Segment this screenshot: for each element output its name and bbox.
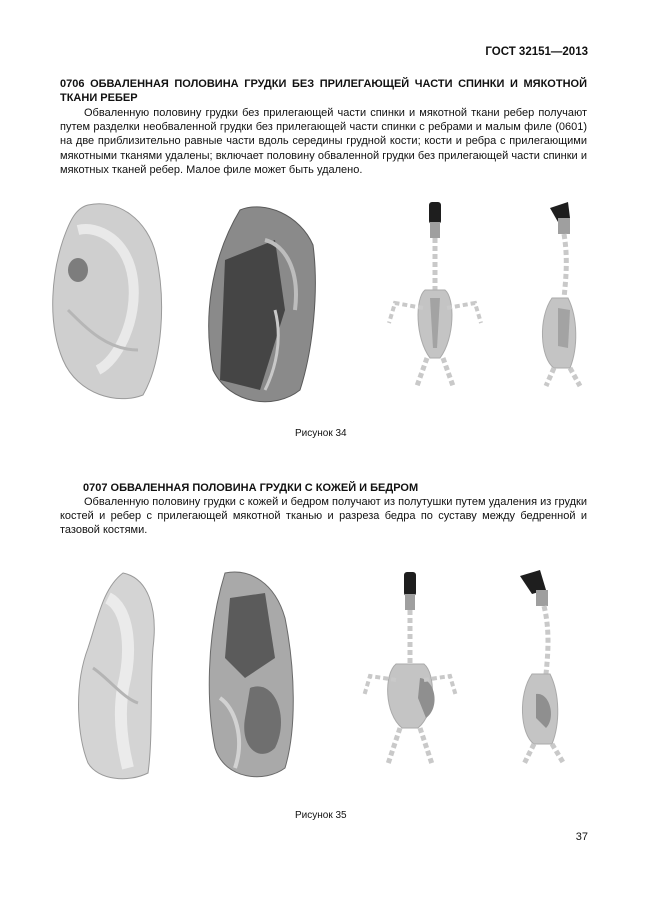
standard-header: ГОСТ 32151—2013 (485, 46, 588, 58)
page-number: 37 (575, 831, 588, 843)
section-title-0706: 0706 ОБВАЛЕННАЯ ПОЛОВИНА ГРУДКИ БЕЗ ПРИЛЕГАЮЩЕЙ ЧАСТИ СПИНКИ И МЯКОТНОЙ ТКАНИ РЕБЕР (60, 78, 587, 104)
section-body-0706: Обваленную половину грудки без прилегающей части спинки и мякотной ткани ребер получают путем разделки необваленной грудки без прилегающей части спинки с ребрами и малым филе (0601) на две приблизительно равные части вдоль середины грудной кости; кости и ребра с прилегающими мякотными тканями удалены; включает половину обваленной грудки без прилегающей части спинки и мякотных тканей ребер. Малое филе может быть удалено. (60, 107, 587, 176)
section-body-0707: Обваленную половину грудки с кожей и бедром получают из полутушки путем удаления из грудки костей и ребер с прилегающей мякотной тканью и разреза бедра по суставу между бедренной и тазовой костями. (60, 496, 587, 537)
figure-35-breast-skin-side (68, 568, 168, 783)
figure-34-breast-skin-side (48, 200, 168, 400)
figure-34-carcass-front-diagram (385, 198, 485, 388)
figure-35-carcass-side-diagram (510, 568, 580, 768)
figure-34-caption: Рисунок 34 (295, 428, 347, 439)
figure-34-carcass-side-diagram (530, 198, 600, 388)
figure-35-caption: Рисунок 35 (295, 810, 347, 821)
section-title-0707: 0707 ОБВАЛЕННАЯ ПОЛОВИНА ГРУДКИ С КОЖЕЙ И БЕДРОМ (83, 482, 419, 494)
figure-35-carcass-front-diagram (360, 568, 460, 768)
figure-35-breast-meat-side (205, 568, 300, 783)
figure-34-breast-meat-side (205, 200, 320, 405)
